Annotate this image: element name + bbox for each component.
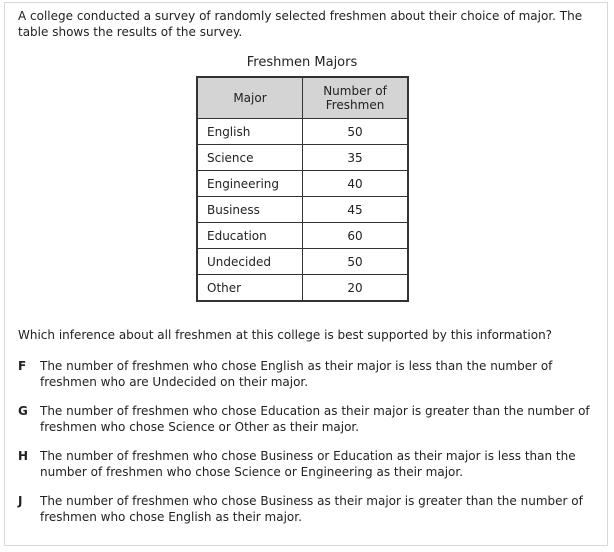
option-text: The number of freshmen who chose English as their major is less than the number of freshmen who are Undecided on their major.	[40, 359, 553, 389]
count-cell: 50	[303, 119, 409, 145]
table-row	[197, 249, 408, 275]
column-header-major: Major	[197, 77, 303, 119]
major-cell: Business	[197, 197, 303, 223]
major-cell: Undecided	[197, 249, 303, 275]
option-letter: H	[18, 449, 29, 463]
table-title: Freshmen Majors	[246, 55, 358, 70]
major-cell: Other	[197, 275, 303, 302]
count-cell: 60	[303, 223, 409, 249]
table-row	[197, 171, 408, 197]
column-header-number: Number of Freshmen	[303, 77, 409, 119]
count-cell: 40	[303, 171, 409, 197]
major-cell: Engineering	[197, 171, 303, 197]
table-row	[197, 197, 408, 223]
option-letter: F	[18, 359, 27, 373]
intro-text: A college conducted a survey of randomly selected freshmen about their choice of major. The table shows the results of the survey.	[18, 9, 583, 39]
table-header-row	[197, 77, 408, 119]
option-text: The number of freshmen who chose Business as their major is greater than the number of freshmen who chose English as their major.	[40, 494, 583, 524]
count-cell: 50	[303, 249, 409, 275]
major-cell: Education	[197, 223, 303, 249]
table-row	[197, 223, 408, 249]
table-row	[197, 119, 408, 145]
table-row	[197, 145, 408, 171]
majors-table	[196, 76, 409, 302]
question-stem: Which inference about all freshmen at this college is best supported by this information?	[18, 328, 553, 342]
major-cell: Science	[197, 145, 303, 171]
major-cell: English	[197, 119, 303, 145]
count-cell: 35	[303, 145, 409, 171]
option-text: The number of freshmen who chose Business or Education as their major is less than the number of freshmen who chose Science or Engineering as their major.	[40, 449, 576, 479]
option-letter: J	[18, 494, 23, 508]
table-row	[197, 275, 408, 302]
option-text: The number of freshmen who chose Education as their major is greater than the number of freshmen who chose Science or Other as their major.	[40, 404, 590, 434]
option-letter: G	[18, 404, 28, 418]
count-cell: 20	[303, 275, 409, 302]
count-cell: 45	[303, 197, 409, 223]
